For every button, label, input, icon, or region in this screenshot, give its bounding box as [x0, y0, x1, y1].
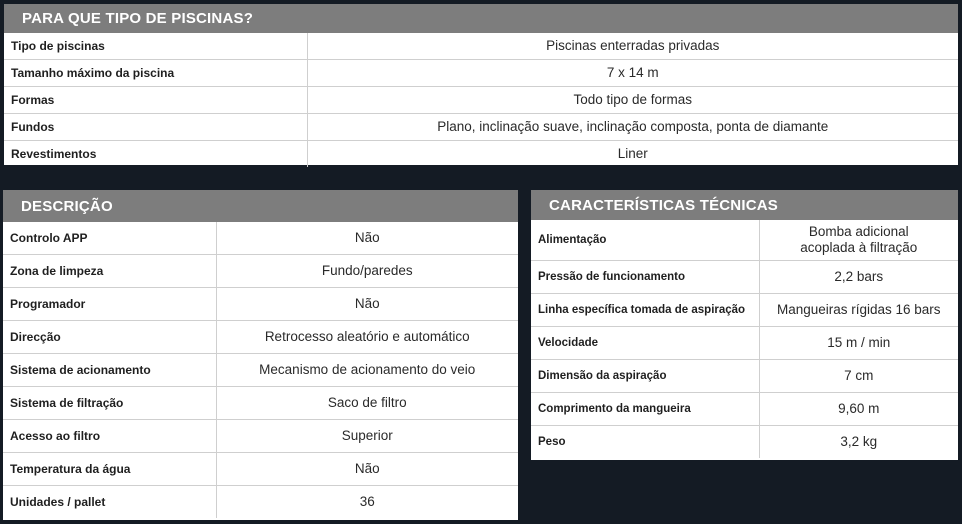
row-label: Linha específica tomada de aspiração — [531, 294, 759, 327]
table-row — [4, 141, 958, 168]
row-value: 15 m / min — [759, 327, 958, 360]
table-row — [3, 321, 518, 354]
row-value: Não — [216, 453, 518, 486]
row-value: 9,60 m — [759, 393, 958, 426]
technical-specs-panel — [531, 190, 958, 460]
row-value: Não — [354, 230, 380, 245]
row-label: Dimensão da aspiração — [531, 360, 759, 393]
description-table — [3, 222, 518, 518]
row-value: Fundo/paredes — [216, 255, 518, 288]
table-row — [4, 60, 958, 87]
technical-specs-table — [531, 220, 958, 458]
row-label: Sistema de acionamento — [3, 354, 216, 387]
table-row — [531, 393, 958, 426]
row-label: Acesso ao filtro — [3, 420, 216, 453]
pool-types-title: PARA QUE TIPO DE PISCINAS? — [4, 4, 958, 33]
row-value — [759, 220, 958, 261]
row-label: Tipo de piscinas — [4, 33, 307, 60]
row-label: Direcção — [3, 321, 216, 354]
table-row — [531, 327, 958, 360]
table-row — [3, 255, 518, 288]
row-value: Mecanismo de acionamento do veio — [216, 354, 518, 387]
row-value: Liner — [307, 141, 958, 168]
row-value: 2,2 bars — [759, 261, 958, 294]
row-label: Controlo APP — [3, 222, 216, 255]
row-label: Fundos — [4, 114, 307, 141]
value-line: acoplada à filtração — [800, 240, 918, 255]
table-row — [3, 453, 518, 486]
row-label: Programador — [3, 288, 216, 321]
row-label: Zona de limpeza — [3, 255, 216, 288]
row-label: Comprimento da mangueira — [531, 393, 759, 426]
row-label: Peso — [531, 426, 759, 459]
row-value: 7 cm — [759, 360, 958, 393]
row-value: Todo tipo de formas — [307, 87, 958, 114]
table-row — [3, 288, 518, 321]
table-row — [3, 486, 518, 519]
table-row — [4, 87, 958, 114]
row-label: Unidades / pallet — [3, 486, 216, 519]
pool-types-table — [4, 33, 958, 167]
row-label: Velocidade — [531, 327, 759, 360]
table-row — [531, 426, 958, 459]
table-row — [3, 387, 518, 420]
row-value: Superior — [216, 420, 518, 453]
table-row — [531, 220, 958, 261]
row-label: Sistema de filtração — [3, 387, 216, 420]
row-value: Mangueiras rígidas 16 bars — [759, 294, 958, 327]
description-panel — [3, 190, 518, 520]
table-row — [3, 354, 518, 387]
row-value: Retrocesso aleatório e automático — [216, 321, 518, 354]
table-row — [531, 261, 958, 294]
row-value: 3,2 kg — [759, 426, 958, 459]
value-line: Bomba adicional — [808, 224, 909, 239]
row-value: Saco de filtro — [216, 387, 518, 420]
table-row — [3, 222, 518, 255]
row-label: Revestimentos — [4, 141, 307, 168]
table-row — [4, 33, 958, 60]
row-label: Tamanho máximo da piscina — [4, 60, 307, 87]
pool-types-panel — [4, 4, 958, 165]
row-label: Pressão de funcionamento — [531, 261, 759, 294]
table-row — [4, 114, 958, 141]
row-label: Alimentação — [531, 220, 759, 261]
table-row — [3, 420, 518, 453]
table-row — [531, 360, 958, 393]
row-value: 7 x 14 m — [307, 60, 958, 87]
row-value: Piscinas enterradas privadas — [546, 38, 720, 53]
row-label: Temperatura da água — [3, 453, 216, 486]
row-value: 36 — [216, 486, 518, 519]
row-label: Formas — [4, 87, 307, 114]
row-value: Plano, inclinação suave, inclinação composta, ponta de diamante — [307, 114, 958, 141]
row-value: Não — [216, 288, 518, 321]
table-row — [531, 294, 958, 327]
description-title: DESCRIÇÃO — [3, 190, 518, 222]
technical-specs-title: CARACTERÍSTICAS TÉCNICAS — [531, 190, 958, 220]
